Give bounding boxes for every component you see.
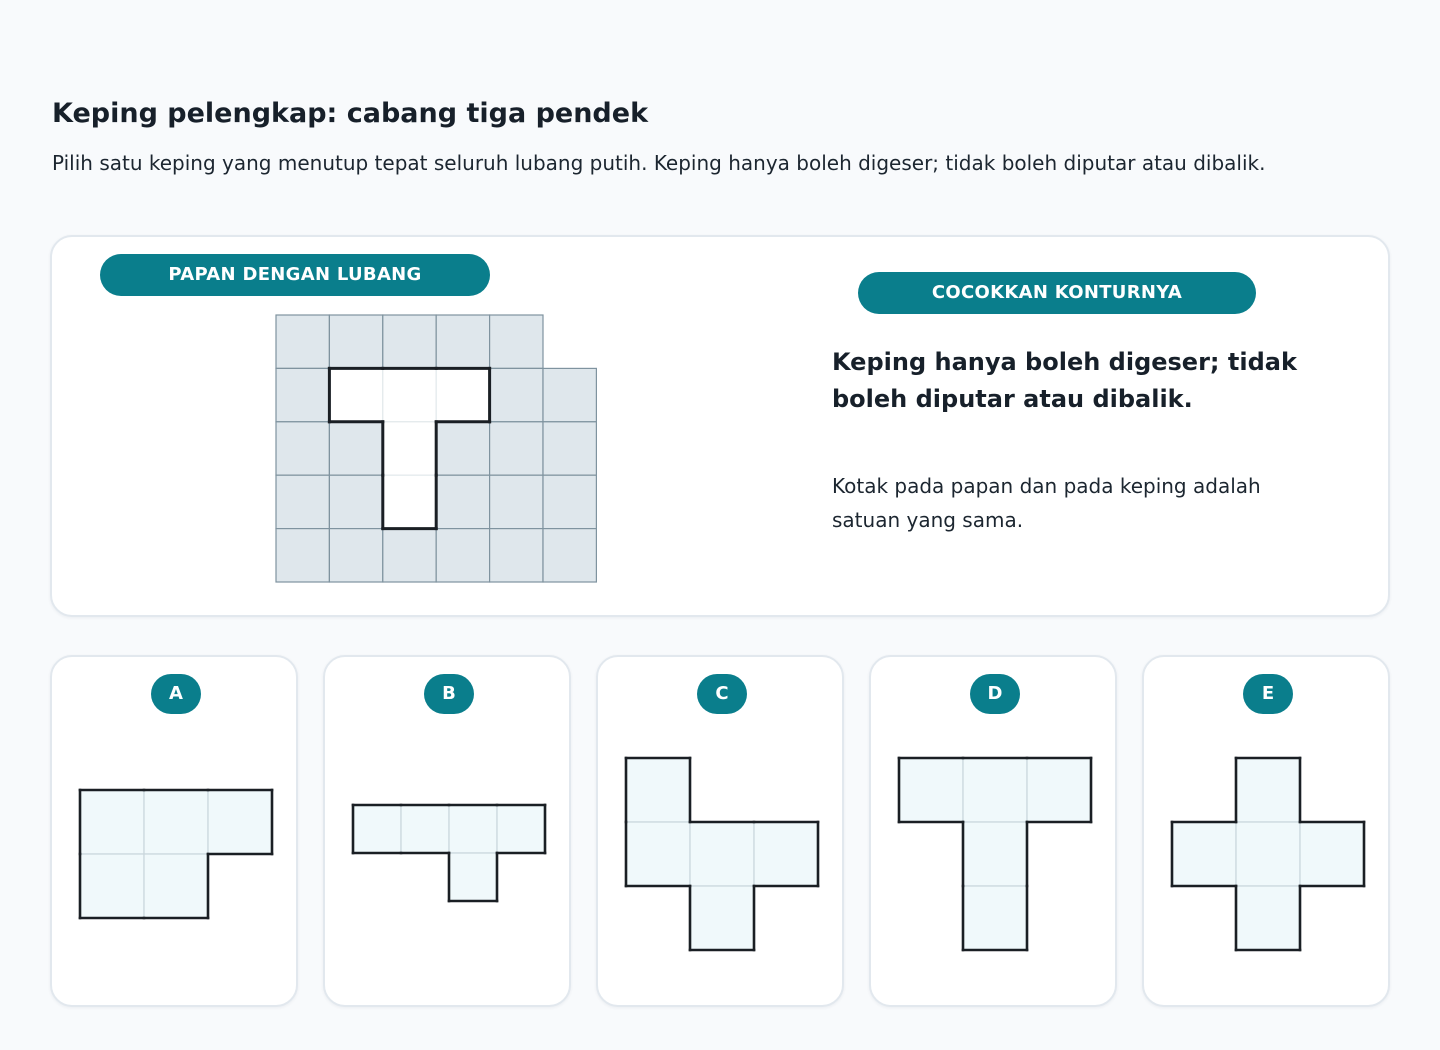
board-cell — [490, 529, 543, 582]
board-cell — [436, 315, 489, 368]
piece-cell — [449, 805, 497, 853]
board-cell — [490, 422, 543, 475]
board-cell — [490, 475, 543, 528]
hole-cell — [383, 475, 436, 528]
piece-cell — [80, 790, 144, 854]
board-cell — [276, 315, 329, 368]
hole-cell — [329, 368, 382, 421]
board-cell — [543, 475, 596, 528]
piece-cell — [1236, 886, 1300, 950]
piece-cell — [80, 854, 144, 918]
piece-cell — [1300, 822, 1364, 886]
piece-cell — [963, 758, 1027, 822]
piece-e — [1144, 657, 1392, 1009]
hole-cell — [383, 422, 436, 475]
board-cell — [276, 529, 329, 582]
piece-cell — [401, 805, 449, 853]
piece-a — [52, 657, 300, 1009]
piece-cell — [353, 805, 401, 853]
piece-cell — [690, 822, 754, 886]
board-cell — [276, 368, 329, 421]
piece-cell — [449, 853, 497, 901]
piece-cell — [1236, 822, 1300, 886]
board-cell — [436, 475, 489, 528]
board-cell — [543, 422, 596, 475]
piece-b — [325, 657, 573, 1009]
board-cell — [329, 475, 382, 528]
board-cell — [543, 529, 596, 582]
hole-cell — [383, 368, 436, 421]
board-cell — [436, 529, 489, 582]
piece-cell — [144, 854, 208, 918]
piece-cell — [626, 758, 690, 822]
option-card-d[interactable] — [869, 655, 1117, 1007]
option-letter: A — [151, 674, 201, 714]
piece-d — [871, 657, 1119, 1009]
hole-cell — [436, 368, 489, 421]
option-letter: E — [1243, 674, 1293, 714]
board-label: PAPAN DENGAN LUBANG — [100, 254, 490, 296]
board-with-hole — [274, 313, 600, 585]
piece-cell — [1027, 758, 1091, 822]
piece-cell — [963, 822, 1027, 886]
board-cell — [383, 529, 436, 582]
board-cell — [436, 422, 489, 475]
piece-cell — [690, 886, 754, 950]
rule-text: Keping hanya boleh digeser; tidak boleh diputar atau dibalik. — [832, 348, 1297, 413]
hint-label: COCOKKAN KONTURNYA — [858, 272, 1256, 314]
page-instructions: Pilih satu keping yang menutup tepat seluruh lubang putih. Keping hanya boleh digeser; tidak boleh diputar atau dibalik. — [52, 151, 1266, 175]
puzzle-panel — [50, 235, 1390, 617]
option-card-e[interactable] — [1142, 655, 1390, 1007]
piece-cell — [626, 822, 690, 886]
piece-cell — [899, 758, 963, 822]
option-card-c[interactable] — [596, 655, 844, 1007]
option-letter: B — [424, 674, 474, 714]
piece-cell — [1172, 822, 1236, 886]
board-cell — [329, 529, 382, 582]
board-cell — [276, 475, 329, 528]
page-title: Keping pelengkap: cabang tiga pendek — [52, 98, 649, 129]
board-cell — [276, 422, 329, 475]
option-letter: C — [697, 674, 747, 714]
piece-cell — [144, 790, 208, 854]
board-cell — [490, 315, 543, 368]
piece-cell — [208, 790, 272, 854]
option-card-a[interactable] — [50, 655, 298, 1007]
piece-cell — [754, 822, 818, 886]
board-cell — [490, 368, 543, 421]
option-letter: D — [970, 674, 1020, 714]
piece-c — [598, 657, 846, 1009]
piece-cell — [1236, 758, 1300, 822]
board-cell — [329, 315, 382, 368]
unit-note: Kotak pada papan dan pada keping adalah satuan yang sama. — [832, 474, 1261, 532]
option-card-b[interactable] — [323, 655, 571, 1007]
board-cell — [543, 368, 596, 421]
board-cell — [383, 315, 436, 368]
piece-cell — [963, 886, 1027, 950]
piece-cell — [497, 805, 545, 853]
board-cell — [329, 422, 382, 475]
